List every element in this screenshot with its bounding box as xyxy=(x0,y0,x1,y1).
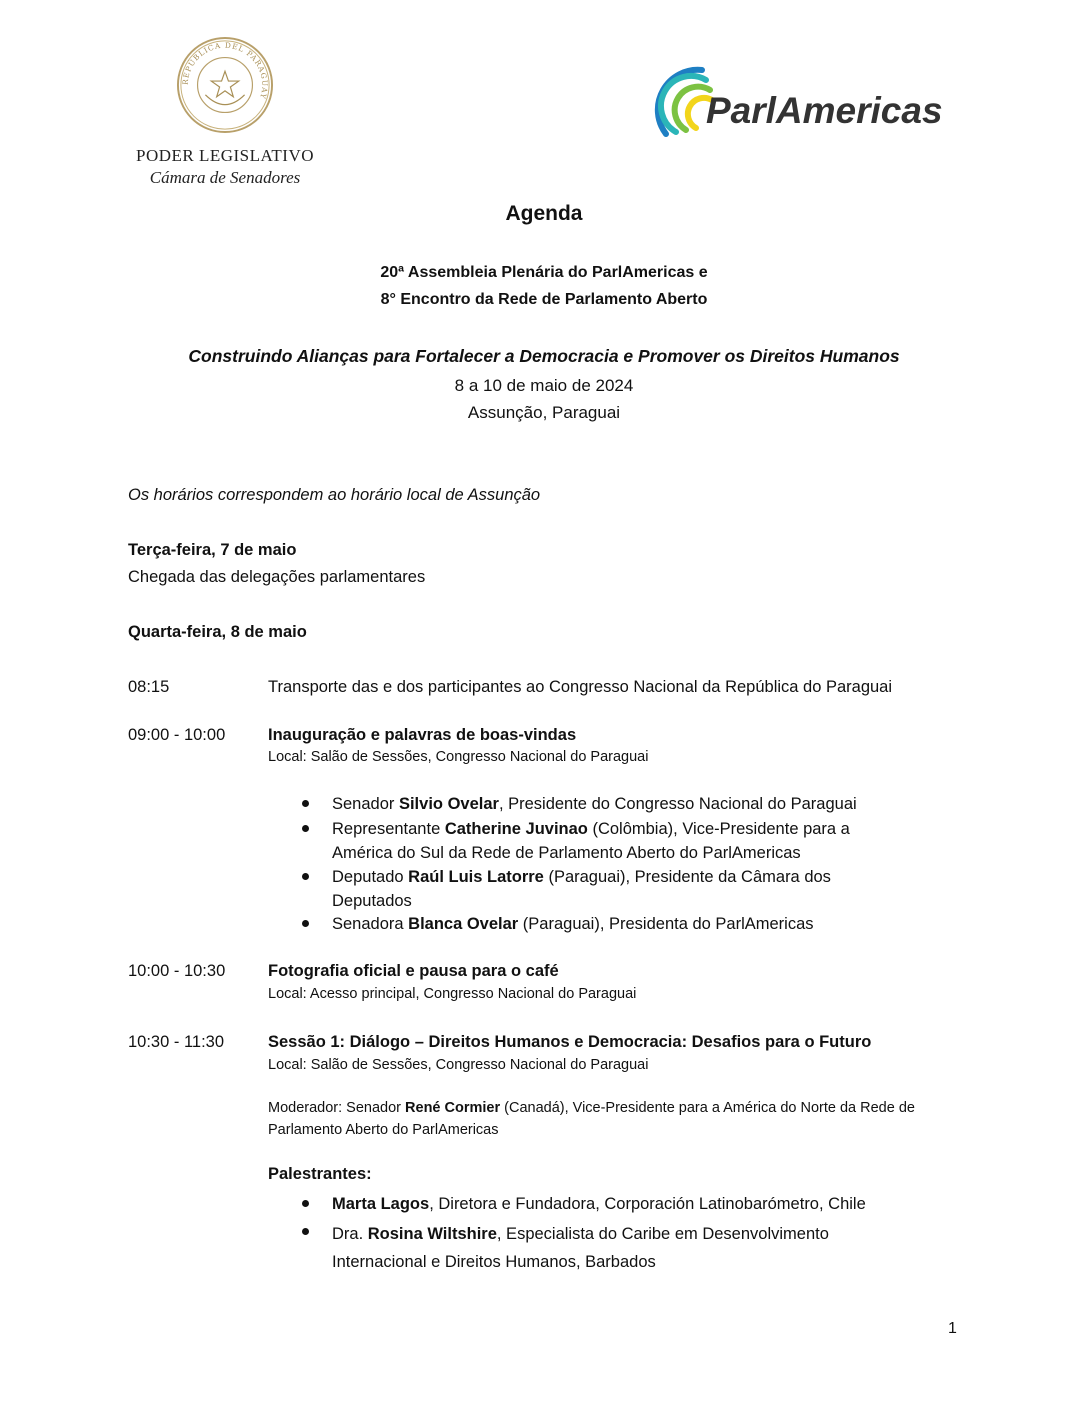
session-moderator: Moderador: Senador René Cormier (Canadá), Vice-Presidente para a América do Norte da Rede de Parlamento Aberto do ParlAmericas xyxy=(268,1100,915,1138)
seal-line-camara: Cámara de Senadores xyxy=(149,168,301,187)
list-item: Dra. Rosina Wiltshire, Especialista do Caribe em Desenvolvimento Internacional e Direitos Humanos, Barbados xyxy=(332,1225,829,1271)
event-location: Local: Salão de Sessões, Congresso Nacional do Paraguai xyxy=(268,1057,649,1073)
list-item: Marta Lagos, Diretora e Fundadora, Corporación Latinobarómetro, Chile xyxy=(332,1195,866,1213)
page-number: 1 xyxy=(948,1320,957,1337)
day-heading-tuesday: Terça-feira, 7 de maio xyxy=(128,541,297,559)
event-time: 10:00 - 10:30 xyxy=(128,962,226,980)
bullet-icon xyxy=(302,825,309,832)
event-time: 08:15 xyxy=(128,678,170,696)
bullet-icon xyxy=(302,800,309,807)
day-heading-wednesday: Quarta-feira, 8 de maio xyxy=(128,623,307,641)
parlamericas-wordmark: ParlAmericas xyxy=(706,90,943,131)
event-title: Sessão 1: Diálogo – Direitos Humanos e Democracia: Desafios para o Futuro xyxy=(268,1033,872,1051)
event-title: Fotografia oficial e pausa para o café xyxy=(268,962,559,980)
bullet-icon xyxy=(302,873,309,880)
event-location: Local: Salão de Sessões, Congresso Nacional do Paraguai xyxy=(268,749,649,765)
event-time: 09:00 - 10:00 xyxy=(128,726,226,744)
day-text-tuesday: Chegada das delegações parlamentares xyxy=(128,568,426,586)
page-title: Agenda xyxy=(505,202,583,225)
bullet-icon xyxy=(302,1200,309,1207)
bullet-icon xyxy=(302,920,309,927)
event-theme: Construindo Alianças para Fortalecer a Democracia e Promover os Direitos Humanos xyxy=(188,346,900,366)
list-item: Senador Silvio Ovelar, Presidente do Congresso Nacional do Paraguai xyxy=(332,795,857,813)
bullet-icon xyxy=(302,1228,309,1235)
timezone-note: Os horários correspondem ao horário local de Assunção xyxy=(128,486,541,504)
list-item: Deputado Raúl Luis Latorre (Paraguai), Presidente da Câmara dos Deputados xyxy=(332,868,831,910)
event-time: 10:30 - 11:30 xyxy=(128,1033,225,1051)
seal-ring-text: REPÚBLICA DEL PARAGUAY xyxy=(180,40,270,101)
seal-line-poder-legislativo: PODER LEGISLATIVO xyxy=(135,146,315,165)
parlamericas-logo xyxy=(654,64,964,150)
list-item: Representante Catherine Juvinao (Colômbia), Vice-Presidente para a América do Sul da Rede de Parlamento Aberto do ParlAmericas xyxy=(332,820,850,862)
event-title: Inauguração e palavras de boas-vindas xyxy=(268,726,577,744)
event-description: Transporte das e dos participantes ao Congresso Nacional da República do Paraguai xyxy=(268,678,893,696)
event-location: Local: Acesso principal, Congresso Nacional do Paraguai xyxy=(268,986,637,1002)
event-dates: 8 a 10 de maio de 2024 xyxy=(454,376,634,395)
event-place: Assunção, Paraguai xyxy=(467,403,621,422)
speakers-label: Palestrantes: xyxy=(268,1165,372,1183)
subtitle-line-2: 8° Encontro da Rede de Parlamento Aberto xyxy=(380,291,708,308)
list-item: Senadora Blanca Ovelar (Paraguai), Presidenta do ParlAmericas xyxy=(332,915,814,933)
subtitle-line-1: 20ª Assembleia Plenária do ParlAmericas e xyxy=(380,264,708,281)
senate-seal-logo xyxy=(176,36,274,134)
